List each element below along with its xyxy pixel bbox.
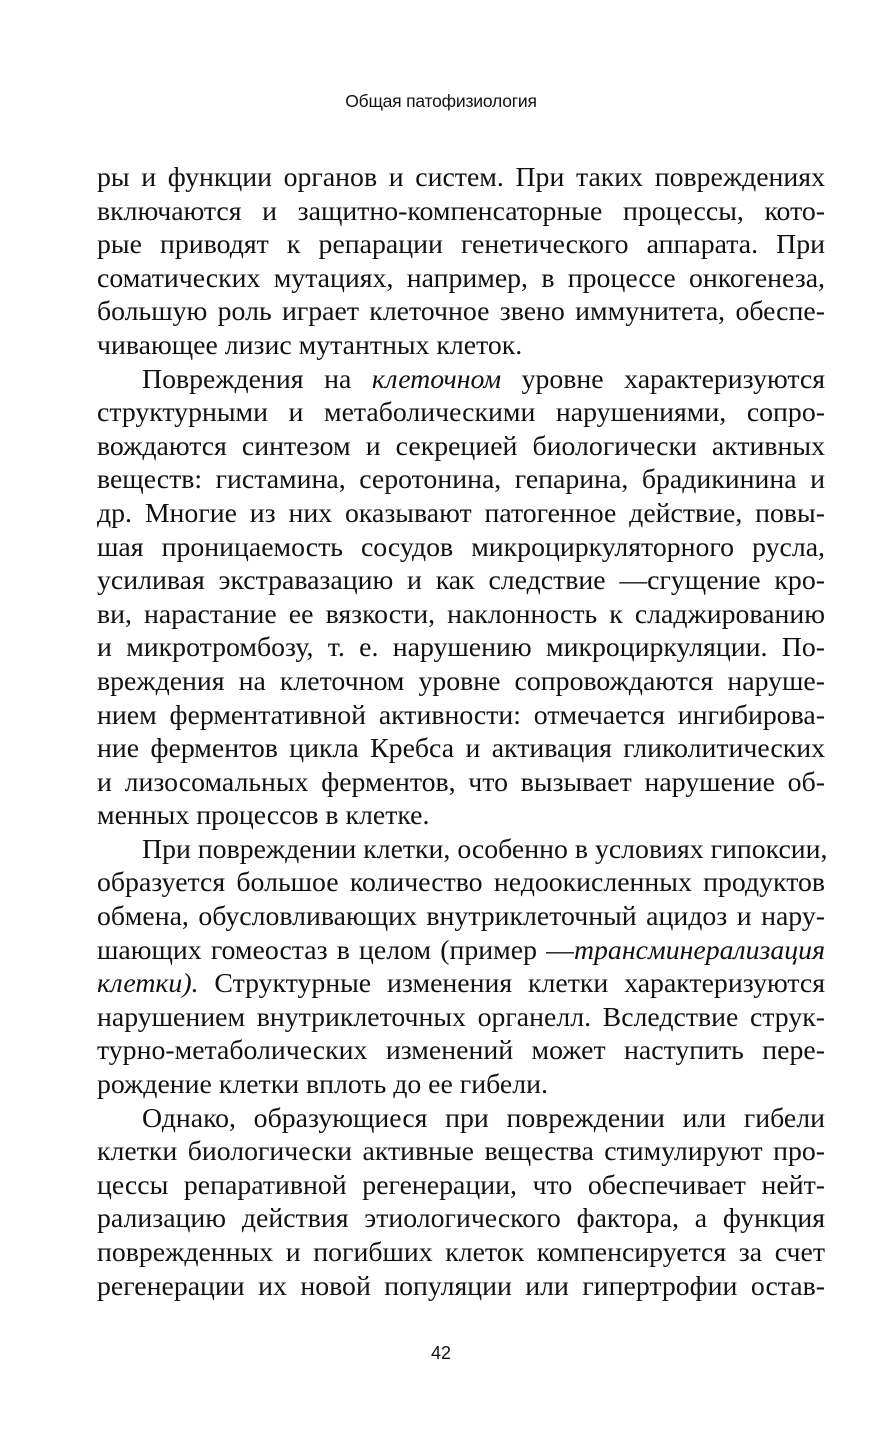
text-line — [97, 295, 825, 329]
text-line — [97, 665, 825, 699]
text-line — [97, 631, 825, 665]
text-line — [97, 396, 825, 430]
running-title: Общая патофизиология — [345, 91, 537, 111]
text-segment: большую роль играет клеточное звено иммунитета, обеспе- — [97, 296, 825, 328]
text-line — [97, 363, 825, 397]
text-line — [97, 1068, 825, 1102]
text-line — [97, 1034, 825, 1068]
text-line — [97, 463, 825, 497]
italic-term: клеточном — [371, 363, 502, 395]
text-segment: нием ферментативной активности: отмечается ингибирова- — [97, 699, 825, 731]
text-segment: Повреждения на — [142, 363, 372, 395]
text-segment: др. Многие из них оказывают патогенное действие, повы- — [97, 497, 825, 529]
text-segment: менных процессов в клетке. — [97, 800, 430, 832]
text-segment: нарушением внутриклеточных органелл. Вследствие струк- — [97, 1001, 825, 1033]
text-segment: рождение клетки вплоть до ее гибели. — [97, 1069, 548, 1101]
text-line — [97, 1169, 825, 1203]
text-segment: шающих гомеостаз в целом (пример — — [97, 934, 574, 966]
text-segment: усиливая экстравазацию и как следствие —сгущение кро- — [97, 565, 825, 597]
text-segment: поврежденных и погибших клеток компенсируется за счет — [97, 1237, 825, 1268]
text-line — [97, 1270, 825, 1304]
text-line — [97, 934, 825, 968]
text-segment: уровне характеризуются — [501, 363, 825, 395]
page-number: 42 — [430, 1343, 452, 1363]
text-line — [97, 497, 825, 531]
text-line — [97, 161, 825, 195]
text-line — [97, 699, 825, 733]
text-line — [97, 1135, 825, 1169]
text-segment: ры и функции органов и систем. При таких повреждениях — [97, 162, 825, 193]
text-line — [97, 732, 825, 766]
text-segment: и лизосомальных ферментов, что вызывает нарушение об- — [97, 766, 825, 798]
paragraph — [97, 161, 825, 363]
text-segment: вреждения на клеточном уровне сопровождаются наруше- — [97, 665, 825, 697]
text-line — [97, 900, 825, 934]
text-line — [97, 262, 825, 296]
text-segment: включаются и защитно-компенсаторные процессы, кото- — [97, 195, 825, 227]
text-segment: При повреждении клетки, особенно в условиях гипоксии, — [142, 833, 828, 865]
text-line — [97, 228, 825, 262]
text-segment: ви, нарастание ее вязкости, наклонность к сладжированию — [97, 598, 825, 630]
text-segment: вождаются синтезом и секрецией биологически активных — [97, 430, 825, 462]
text-line — [97, 1001, 825, 1035]
text-segment: соматических мутациях, например, в процессе онкогенеза, — [97, 262, 825, 294]
text-segment: шая проницаемость сосудов микроциркуляторного русла, — [97, 531, 825, 563]
paragraph — [97, 833, 828, 1102]
paragraph — [97, 363, 825, 833]
text-line — [97, 430, 825, 464]
text-segment: турно-метаболических изменений может наступить пере- — [97, 1035, 825, 1067]
text-segment: регенерации их новой популяции или гипертрофии остав- — [97, 1270, 825, 1302]
text-line — [97, 329, 825, 363]
italic-term: трансминерализация — [573, 934, 825, 966]
text-segment: Однако, образующиеся при повреждении или гибели — [142, 1102, 825, 1134]
text-segment: рализацию действия этиологического фактора, а функция — [97, 1203, 825, 1235]
text-line — [97, 1202, 825, 1236]
text-line — [97, 866, 825, 900]
text-segment: ние ферментов цикла Кребса и активация гликолитических — [97, 733, 825, 765]
text-line — [97, 564, 825, 598]
text-line — [97, 1102, 825, 1136]
text-segment: цессы репаративной регенерации, что обеспечивает нейт- — [97, 1169, 825, 1201]
text-segment: клетки биологически активные вещества стимулируют про- — [97, 1136, 825, 1168]
text-line — [97, 531, 825, 565]
italic-term: клетки). — [97, 968, 199, 1000]
text-line — [97, 195, 825, 229]
text-line — [97, 766, 825, 800]
body-text — [97, 161, 828, 1303]
text-segment: структурными и метаболическими нарушениями, сопро- — [97, 397, 825, 429]
text-segment: рые приводят к репарации генетического аппарата. При — [97, 229, 825, 261]
text-line — [97, 799, 825, 833]
text-segment: Структурные изменения клетки характеризуются — [198, 968, 825, 1000]
text-line — [97, 598, 825, 632]
text-line — [97, 833, 828, 867]
text-line — [97, 967, 825, 1001]
text-segment: чивающее лизис мутантных клеток. — [97, 329, 523, 361]
paragraph — [97, 1102, 825, 1304]
text-segment: образуется большое количество недоокисленных продуктов — [97, 867, 825, 899]
text-segment: обмена, обусловливающих внутриклеточный ацидоз и нару- — [97, 901, 825, 933]
text-segment: и микротромбозу, т. е. нарушению микроциркуляции. По- — [97, 632, 825, 664]
text-segment: веществ: гистамина, серотонина, гепарина, брадикинина и — [97, 464, 825, 496]
text-line — [97, 1236, 825, 1270]
